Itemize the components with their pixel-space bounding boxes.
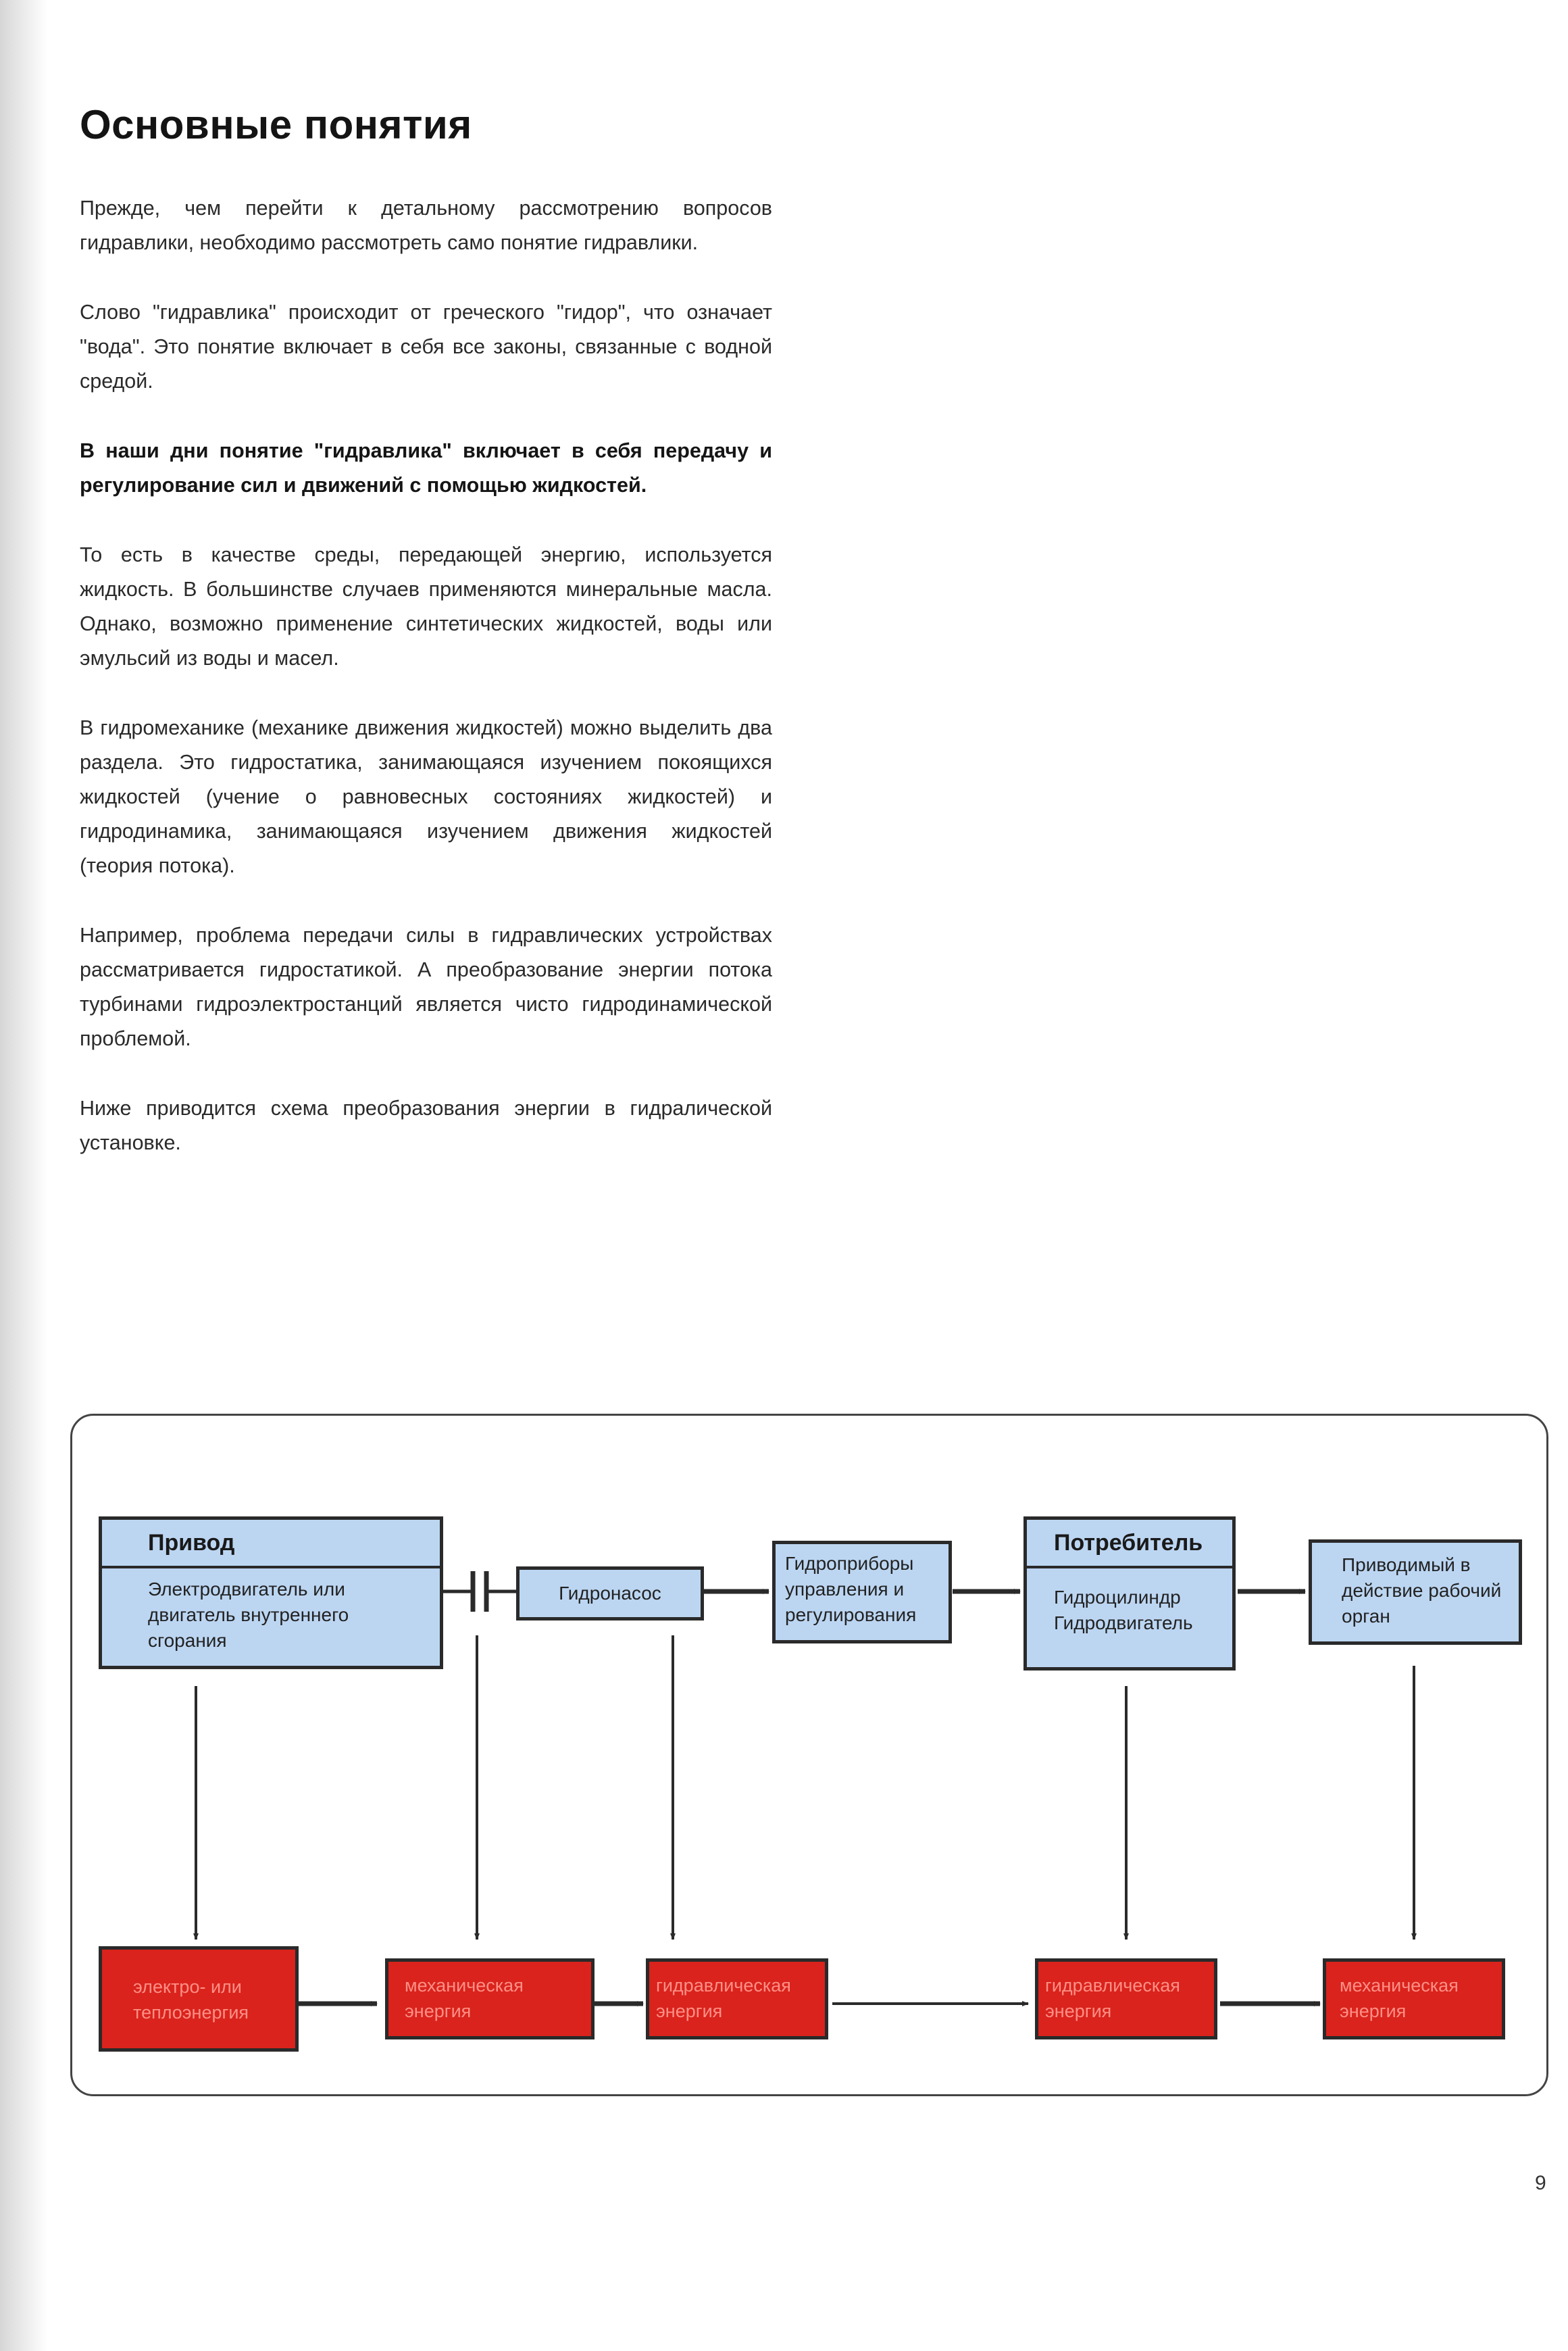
paragraph: То есть в качестве среды, передающей энергию, используется жидкость. В большинстве случаев применяются минеральные масла. Однако, возможно применение синтетических жидкостей, воды или эмульсий из воды и масел. (80, 543, 772, 670)
consumer-box-title: Потребитель (1027, 1520, 1232, 1568)
paragraph: В гидромеханике (механике движения жидкостей) можно выделить два раздела. Это гидростатика, занимающаяся изучением покоящихся жидкостей (учение о равновесных состояниях жидкостей) и гидродинамика, занимающаяся изучением движения жидкостей (теория потока). (80, 716, 772, 877)
drive-box-title: Привод (102, 1520, 440, 1568)
energy-box-2: механическая энергия (385, 1958, 595, 2039)
energy-box-5: механическая энергия (1323, 1958, 1505, 2039)
paragraph: Слово "гидравлика" происходит от греческого "гидор", что означает "вода". Это понятие включает в себя все законы, связанные с водной средой. (80, 301, 772, 393)
pump-box (516, 1566, 704, 1620)
control-box-label: Гидроприборы управления и регулирования (785, 1553, 917, 1625)
pump-box-label: Гидронасос (559, 1583, 661, 1604)
energy-box-3: гидравлическая энергия (646, 1958, 828, 2039)
drive-box-body: Электродвигатель или двигатель внутреннего сгорания (148, 1579, 349, 1651)
working-organ-box (1309, 1539, 1522, 1645)
page-title: Основные понятия (80, 102, 472, 147)
paragraph-emphasis: В наши дни понятие "гидравлика" включает в себя передачу и регулирование сил и движений с помощью жидкостей. (80, 439, 772, 497)
page-number: 9 (1535, 2172, 1546, 2194)
drive-box (99, 1516, 443, 1669)
energy-box-4: гидравлическая энергия (1035, 1958, 1217, 2039)
consumer-box-body: Гидроцилиндр Гидродвигатель (1054, 1587, 1193, 1633)
paragraph: Ниже приводится схема преобразования энергии в гидралической установке. (80, 1097, 772, 1154)
working-organ-label: Приводимый в действие рабочий орган (1342, 1554, 1502, 1627)
energy-box-1: электро- или теплоэнергия (99, 1946, 299, 2052)
paragraph: Прежде, чем перейти к детальному рассмотрению вопросов гидравлики, необходимо рассмотреть само понятие гидравлики. (80, 197, 772, 254)
consumer-box (1023, 1516, 1236, 1671)
control-box (772, 1541, 952, 1643)
paragraph: Например, проблема передачи силы в гидравлических устройствах рассматривается гидростатикой. А преобразование энергии потока турбинами гидроэлектростанций является чисто гидродинамической проблемой. (80, 924, 772, 1050)
